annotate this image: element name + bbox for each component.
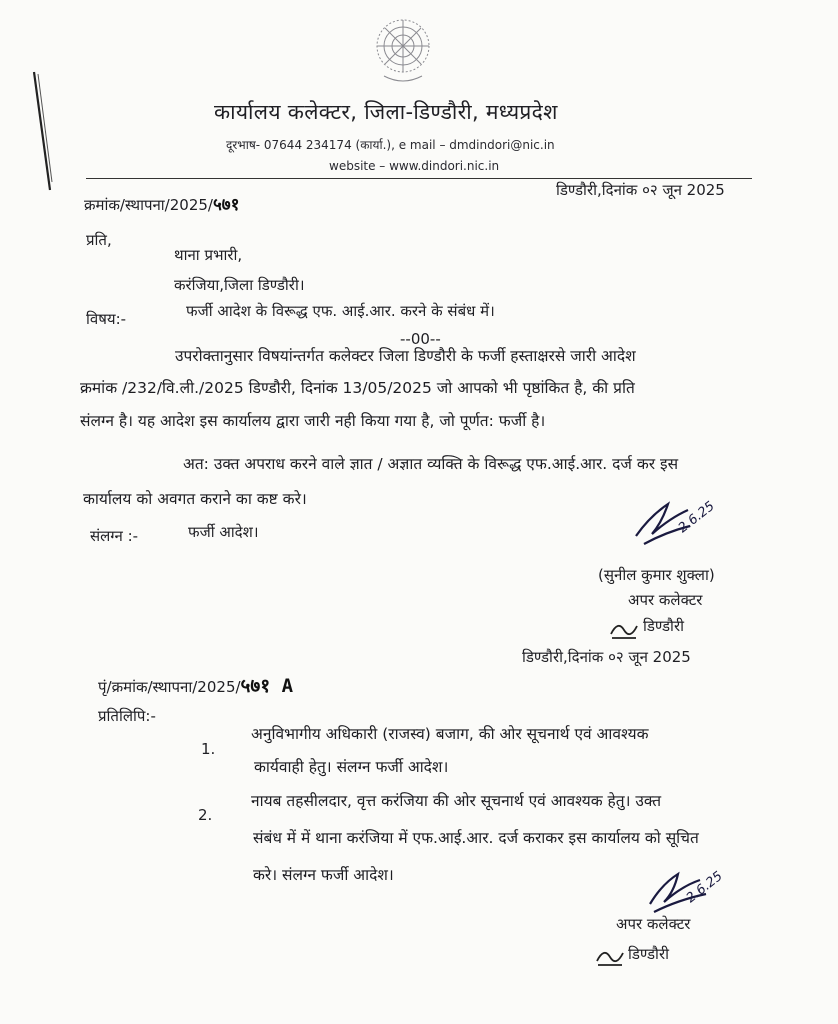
signature-2-date: 2.6.25 — [683, 868, 726, 907]
office-title: कार्यालय कलेक्टर, जिला-डिण्डौरी, मध्यप्रदेश — [214, 100, 558, 124]
enclosure-label: संलग्न :- — [90, 527, 139, 545]
endorsement-date: डिण्डौरी,दिनांक ०२ जून 2025 — [522, 648, 691, 666]
initial-scribble-icon — [608, 618, 640, 642]
signatory-designation: अपर कलेक्टर — [628, 591, 703, 609]
copy-item-2-line2: संबंध में में थाना करंजिया में एफ.आई.आर. दर्ज कराकर इस कार्यालय को सूचित — [253, 829, 699, 847]
initial-scribble-2-icon — [594, 945, 626, 969]
recipient-line-1: थाना प्रभारी, — [174, 246, 243, 264]
copy-item-1-number: 1. — [201, 740, 216, 758]
signatory-place: डिण्डौरी — [643, 617, 684, 635]
body-para1-line3: संलग्न है। यह आदेश इस कार्यालय द्वारा जारी नही किया गया है, जो पूर्णत: फर्जी है। — [80, 412, 546, 430]
subject-text: फर्जी आदेश के विरूद्ध एफ. आई.आर. करने के संबंध में। — [186, 302, 495, 320]
margin-bracket-icon — [28, 70, 58, 200]
separator: --00-- — [400, 330, 441, 348]
subject-label: विषय:- — [86, 310, 127, 328]
body-para1-line1: उपरोक्तानुसार विषयांन्तर्गत कलेक्टर जिला डिण्डौरी के फर्जी हस्ताक्षरसे जारी आदेश — [175, 347, 636, 365]
contact-line: दूरभाष- 07644 234174 (कार्या.), e mail – dmdindori@nic.in — [226, 138, 555, 152]
reference-handwritten-number: ५७१ — [212, 195, 240, 215]
enclosure-text: फर्जी आदेश। — [188, 523, 259, 541]
website-line: website – www.dindori.nic.in — [329, 159, 500, 173]
endorsement-ref-number: ५७१ A — [240, 675, 294, 697]
letter-date: डिण्डौरी,दिनांक ०२ जून 2025 — [556, 181, 725, 199]
reference-prefix: क्रमांक/स्थापना/2025/ — [84, 196, 213, 214]
copy-item-2-number: 2. — [198, 806, 213, 824]
copy-item-1-line1: अनुविभागीय अधिकारी (राजस्व) बजाग, की ओर सूचनार्थ एवं आवश्यक — [251, 725, 649, 743]
endorsement-ref-prefix: पृं/क्रमांक/स्थापना/2025/ — [98, 678, 241, 696]
signature-2-designation: अपर कलेक्टर — [616, 915, 691, 933]
signature-1-date: 2.6.25 — [675, 498, 718, 537]
endorsement-reference — [98, 672, 293, 698]
copy-label: प्रतिलिपि:- — [98, 707, 156, 725]
copy-item-2-line3: करे। संलग्न फर्जी आदेश। — [253, 866, 394, 884]
signature-2-place: डिण्डौरी — [628, 945, 669, 963]
recipient-line-2: करंजिया,जिला डिण्डौरी। — [174, 276, 305, 294]
state-emblem-icon — [372, 14, 434, 88]
signatory-name: (सुनील कुमार शुक्ला) — [598, 566, 715, 584]
reference-number — [84, 192, 240, 215]
body-para1-line2: क्रमांक /232/वि.ली./2025 डिण्डौरी, दिनांक 13/05/2025 जो आपको भी पृष्ठांकित है, की प्रति — [80, 379, 635, 397]
header-divider — [86, 178, 752, 179]
recipient-to: प्रति, — [86, 231, 112, 249]
body-para2-line2: कार्यालय को अवगत कराने का कष्ट करे। — [83, 490, 307, 508]
body-para2-line1: अत: उक्त अपराध करने वाले ज्ञात / अज्ञात व्यक्ति के विरूद्ध एफ.आई.आर. दर्ज कर इस — [183, 455, 679, 473]
copy-item-1-line2: कार्यवाही हेतु। संलग्न फर्जी आदेश। — [254, 758, 449, 776]
copy-item-2-line1: नायब तहसीलदार, वृत्त करंजिया की ओर सूचनार्थ एवं आवश्यक हेतु। उक्त — [251, 792, 662, 810]
